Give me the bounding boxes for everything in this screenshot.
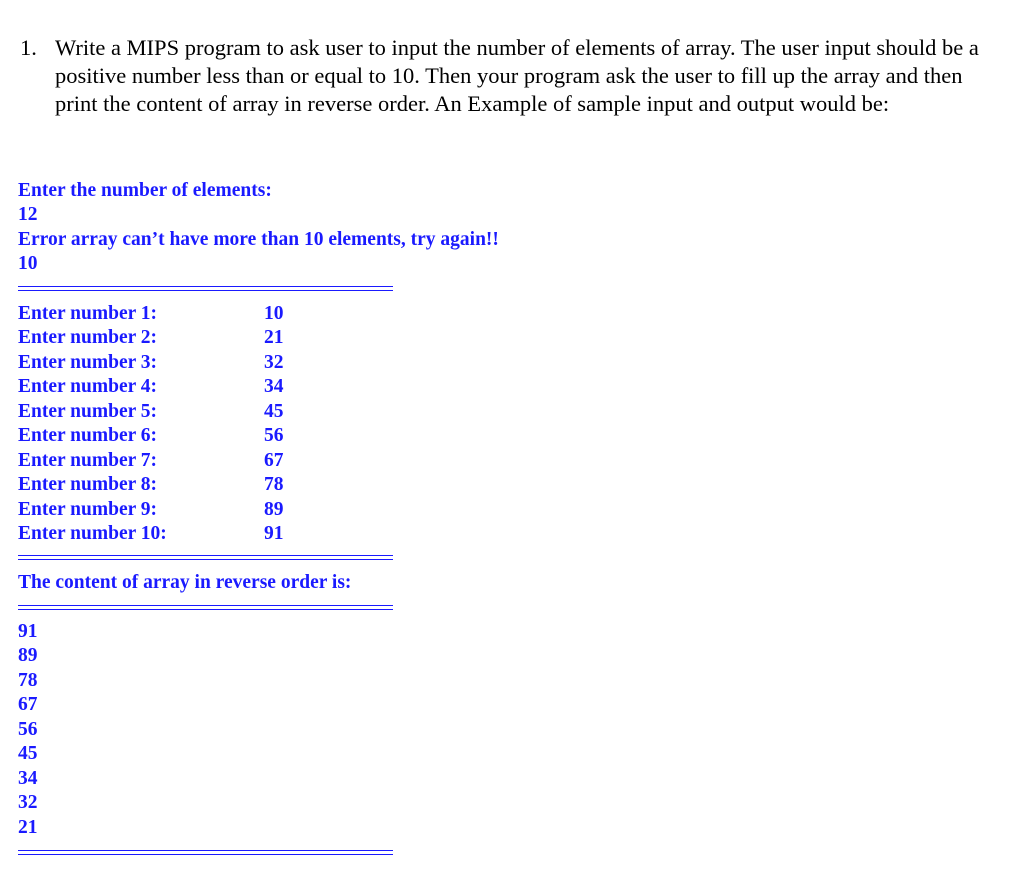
entry-value: 21 bbox=[264, 327, 284, 348]
entry-value: 32 bbox=[264, 352, 284, 373]
entry-value: 10 bbox=[264, 303, 284, 324]
reversed-value: 21 bbox=[18, 817, 38, 838]
question-number: 1. bbox=[20, 35, 37, 60]
reversed-value: 32 bbox=[18, 792, 38, 813]
reversed-value: 34 bbox=[18, 768, 38, 789]
separator-line bbox=[18, 850, 393, 855]
question-block bbox=[20, 34, 1010, 118]
entry-label: Enter number 7: bbox=[18, 450, 158, 471]
reversed-value: 91 bbox=[18, 621, 38, 642]
entry-value: 45 bbox=[264, 401, 284, 422]
entry-label: Enter number 6: bbox=[18, 425, 158, 446]
entry-label: Enter number 9: bbox=[18, 499, 158, 520]
entry-label: Enter number 2: bbox=[18, 327, 158, 348]
entry-value: 67 bbox=[264, 450, 284, 471]
reversed-value: 78 bbox=[18, 670, 38, 691]
entry-label: Enter number 5: bbox=[18, 401, 158, 422]
reversed-value: 89 bbox=[18, 645, 38, 666]
separator-line bbox=[18, 605, 393, 610]
second-input: 10 bbox=[18, 253, 38, 274]
entry-value: 91 bbox=[264, 523, 284, 544]
separator-line bbox=[18, 286, 393, 291]
entry-value: 78 bbox=[264, 474, 284, 495]
reverse-heading: The content of array in reverse order is: bbox=[18, 572, 352, 593]
question-text: Write a MIPS program to ask user to input the number of elements of array. The user input should be a positive number less than or equal to 10. Then your program ask the user to fill up the array and then print the content of array in reverse order. An Example of sample input and output would be: bbox=[55, 35, 979, 116]
reversed-value: 56 bbox=[18, 719, 38, 740]
separator-line bbox=[18, 555, 393, 560]
entry-value: 89 bbox=[264, 499, 284, 520]
reversed-value: 45 bbox=[18, 743, 38, 764]
entry-label: Enter number 4: bbox=[18, 376, 158, 397]
entry-value: 34 bbox=[264, 376, 284, 397]
prompt-line: Enter the number of elements: bbox=[18, 180, 272, 201]
error-message: Error array can’t have more than 10 elements, try again!! bbox=[18, 229, 499, 250]
entry-label: Enter number 10: bbox=[18, 523, 167, 544]
entry-label: Enter number 8: bbox=[18, 474, 158, 495]
first-input: 12 bbox=[18, 204, 38, 225]
entry-label: Enter number 3: bbox=[18, 352, 158, 373]
entry-label: Enter number 1: bbox=[18, 303, 158, 324]
entry-value: 56 bbox=[264, 425, 284, 446]
reversed-value: 67 bbox=[18, 694, 38, 715]
